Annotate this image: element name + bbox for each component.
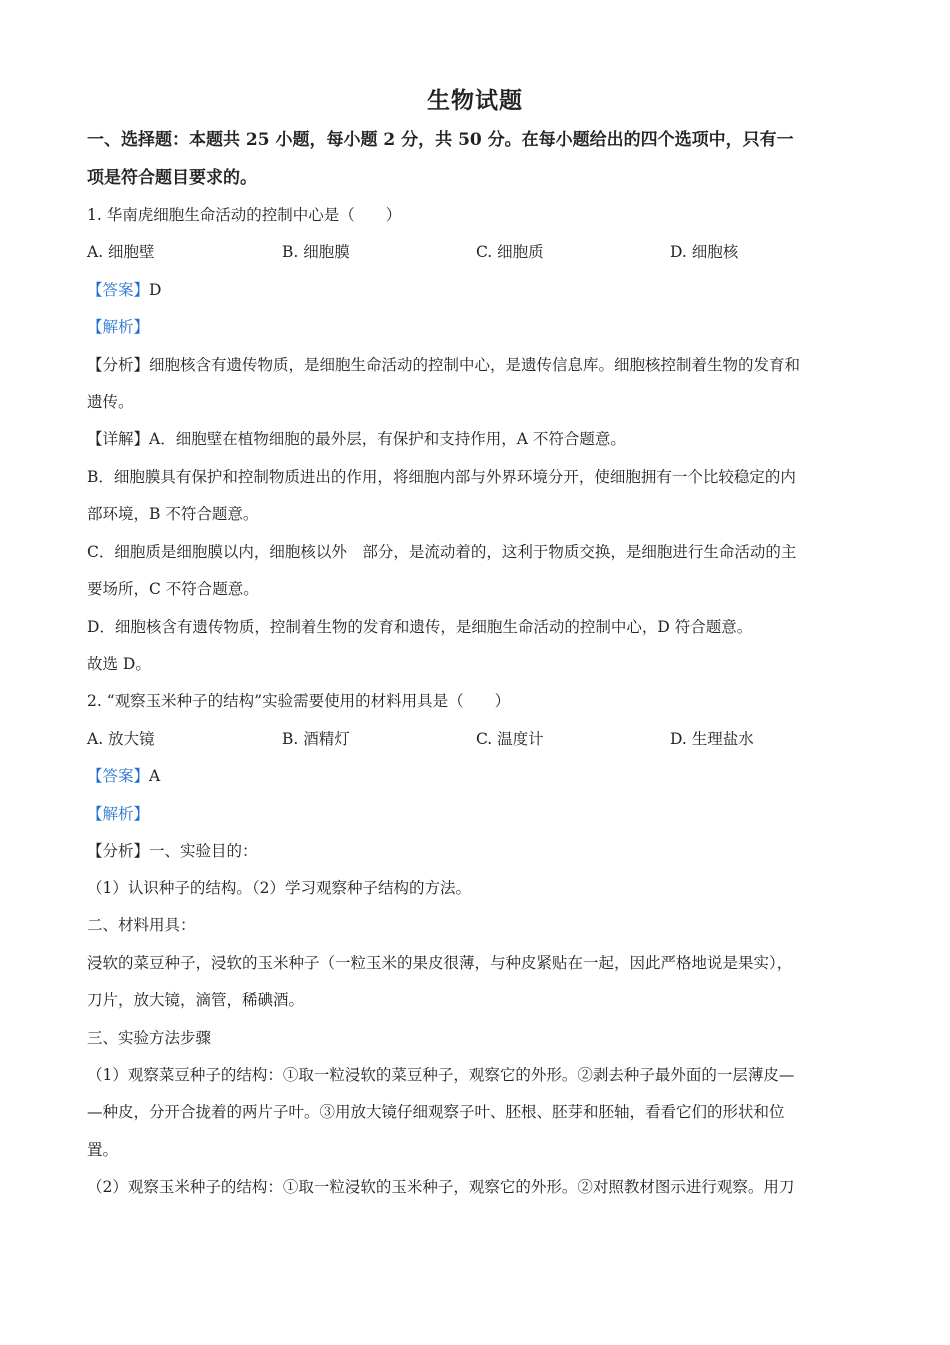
q1-stem: 1. 华南虎细胞生命活动的控制中心是（ ） <box>87 206 402 224</box>
fenxi-text: 细胞核含有遗传物质，是细胞生命活动的控制中心，是遗传信息库。细胞核控制着生物的发育和 <box>149 356 801 374</box>
q1-fenxi-line-1 <box>87 354 867 376</box>
q1-detail-d: D．细胞核含有遗传物质，控制着生物的发育和遗传，是细胞生命活动的控制中心，D 符合题意。 <box>87 618 753 636</box>
section-heading-line-2: 项是符合题目要求的。 <box>87 168 257 188</box>
q1-option-b: B. 细胞膜 <box>282 243 350 261</box>
q2-stem: 2. “观察玉米种子的结构”实验需要使用的材料用具是（ ） <box>87 692 511 710</box>
section-heading-line-1: 一、选择题：本题共 25 小题，每小题 2 分，共 50 分。在每小题给出的四个选项中，只有一 <box>87 130 794 150</box>
q2-option-d: D. 生理盐水 <box>670 730 754 748</box>
answer-tag: 【答案】 <box>87 767 150 785</box>
q1-xiangjie-a <box>87 428 867 450</box>
q2-paragraph-4: 三、实验方法步骤 <box>87 1029 212 1047</box>
q1-option-d: D. 细胞核 <box>670 243 739 261</box>
q2-paragraph-2: 二、材料用具： <box>87 916 196 934</box>
fenxi-text: 一、实验目的： <box>149 842 258 860</box>
q2-fenxi-line-1 <box>87 840 867 862</box>
q1-detail-b-line-1: B．细胞膜具有保护和控制物质进出的作用，将细胞内部与外界环境分开，使细胞拥有一个比较稳定的内 <box>87 468 796 486</box>
answer-value: A <box>149 767 161 785</box>
q2-paragraph-5-line-3: 置。 <box>87 1141 119 1159</box>
fenxi-tag: 【分析】 <box>87 356 150 374</box>
answer-value: D <box>149 281 162 299</box>
q1-answer <box>87 279 867 301</box>
answer-tag: 【答案】 <box>87 281 150 299</box>
q1-conclusion: 故选 D。 <box>87 655 151 673</box>
q1-option-a: A. 细胞壁 <box>87 243 155 261</box>
q2-analysis-tag: 【解析】 <box>87 805 150 823</box>
q1-detail-b-line-2: 部环境，B 不符合题意。 <box>87 505 259 523</box>
q2-paragraph-5-line-2: —种皮，分开合拢着的两片子叶。③用放大镜仔细观察子叶、胚根、胚芽和胚轴，看看它们的形状和位 <box>87 1103 785 1121</box>
xiangjie-text: A．细胞壁在植物细胞的最外层，有保护和支持作用，A 不符合题意。 <box>149 430 626 448</box>
fenxi-tag: 【分析】 <box>87 842 150 860</box>
q2-paragraph-6-line-1: （2）观察玉米种子的结构：①取一粒浸软的玉米种子，观察它的外形。②对照教材图示进行观察。用刀 <box>87 1178 795 1196</box>
q1-detail-c-line-1: C．细胞质是细胞膜以内，细胞核以外 部分，是流动着的，这利于物质交换，是细胞进行生命活动的主 <box>87 543 797 561</box>
q2-option-b: B. 酒精灯 <box>282 730 350 748</box>
q1-analysis-tag: 【解析】 <box>87 318 150 336</box>
q1-fenxi-line-2: 遗传。 <box>87 393 134 411</box>
page-title: 生物试题 <box>427 87 523 114</box>
q1-detail-c-line-2: 要场所，C 不符合题意。 <box>87 580 259 598</box>
q2-option-c: C. 温度计 <box>476 730 544 748</box>
q2-paragraph-3-line-1: 浸软的菜豆种子，浸软的玉米种子（一粒玉米的果皮很薄，与种皮紧贴在一起，因此严格地说是果实）， <box>87 954 793 972</box>
q2-paragraph-1: （1）认识种子的结构。（2）学习观察种子结构的方法。 <box>87 879 471 897</box>
q1-option-c: C. 细胞质 <box>476 243 544 261</box>
q2-answer <box>87 765 867 787</box>
xiangjie-tag: 【详解】 <box>87 430 150 448</box>
q2-option-a: A. 放大镜 <box>87 730 155 748</box>
q2-paragraph-3-line-2: 刀片，放大镜，滴管，稀碘酒。 <box>87 991 305 1009</box>
q2-paragraph-5-line-1: （1）观察菜豆种子的结构：①取一粒浸软的菜豆种子，观察它的外形。②剥去种子最外面的一层薄皮— <box>87 1066 795 1084</box>
